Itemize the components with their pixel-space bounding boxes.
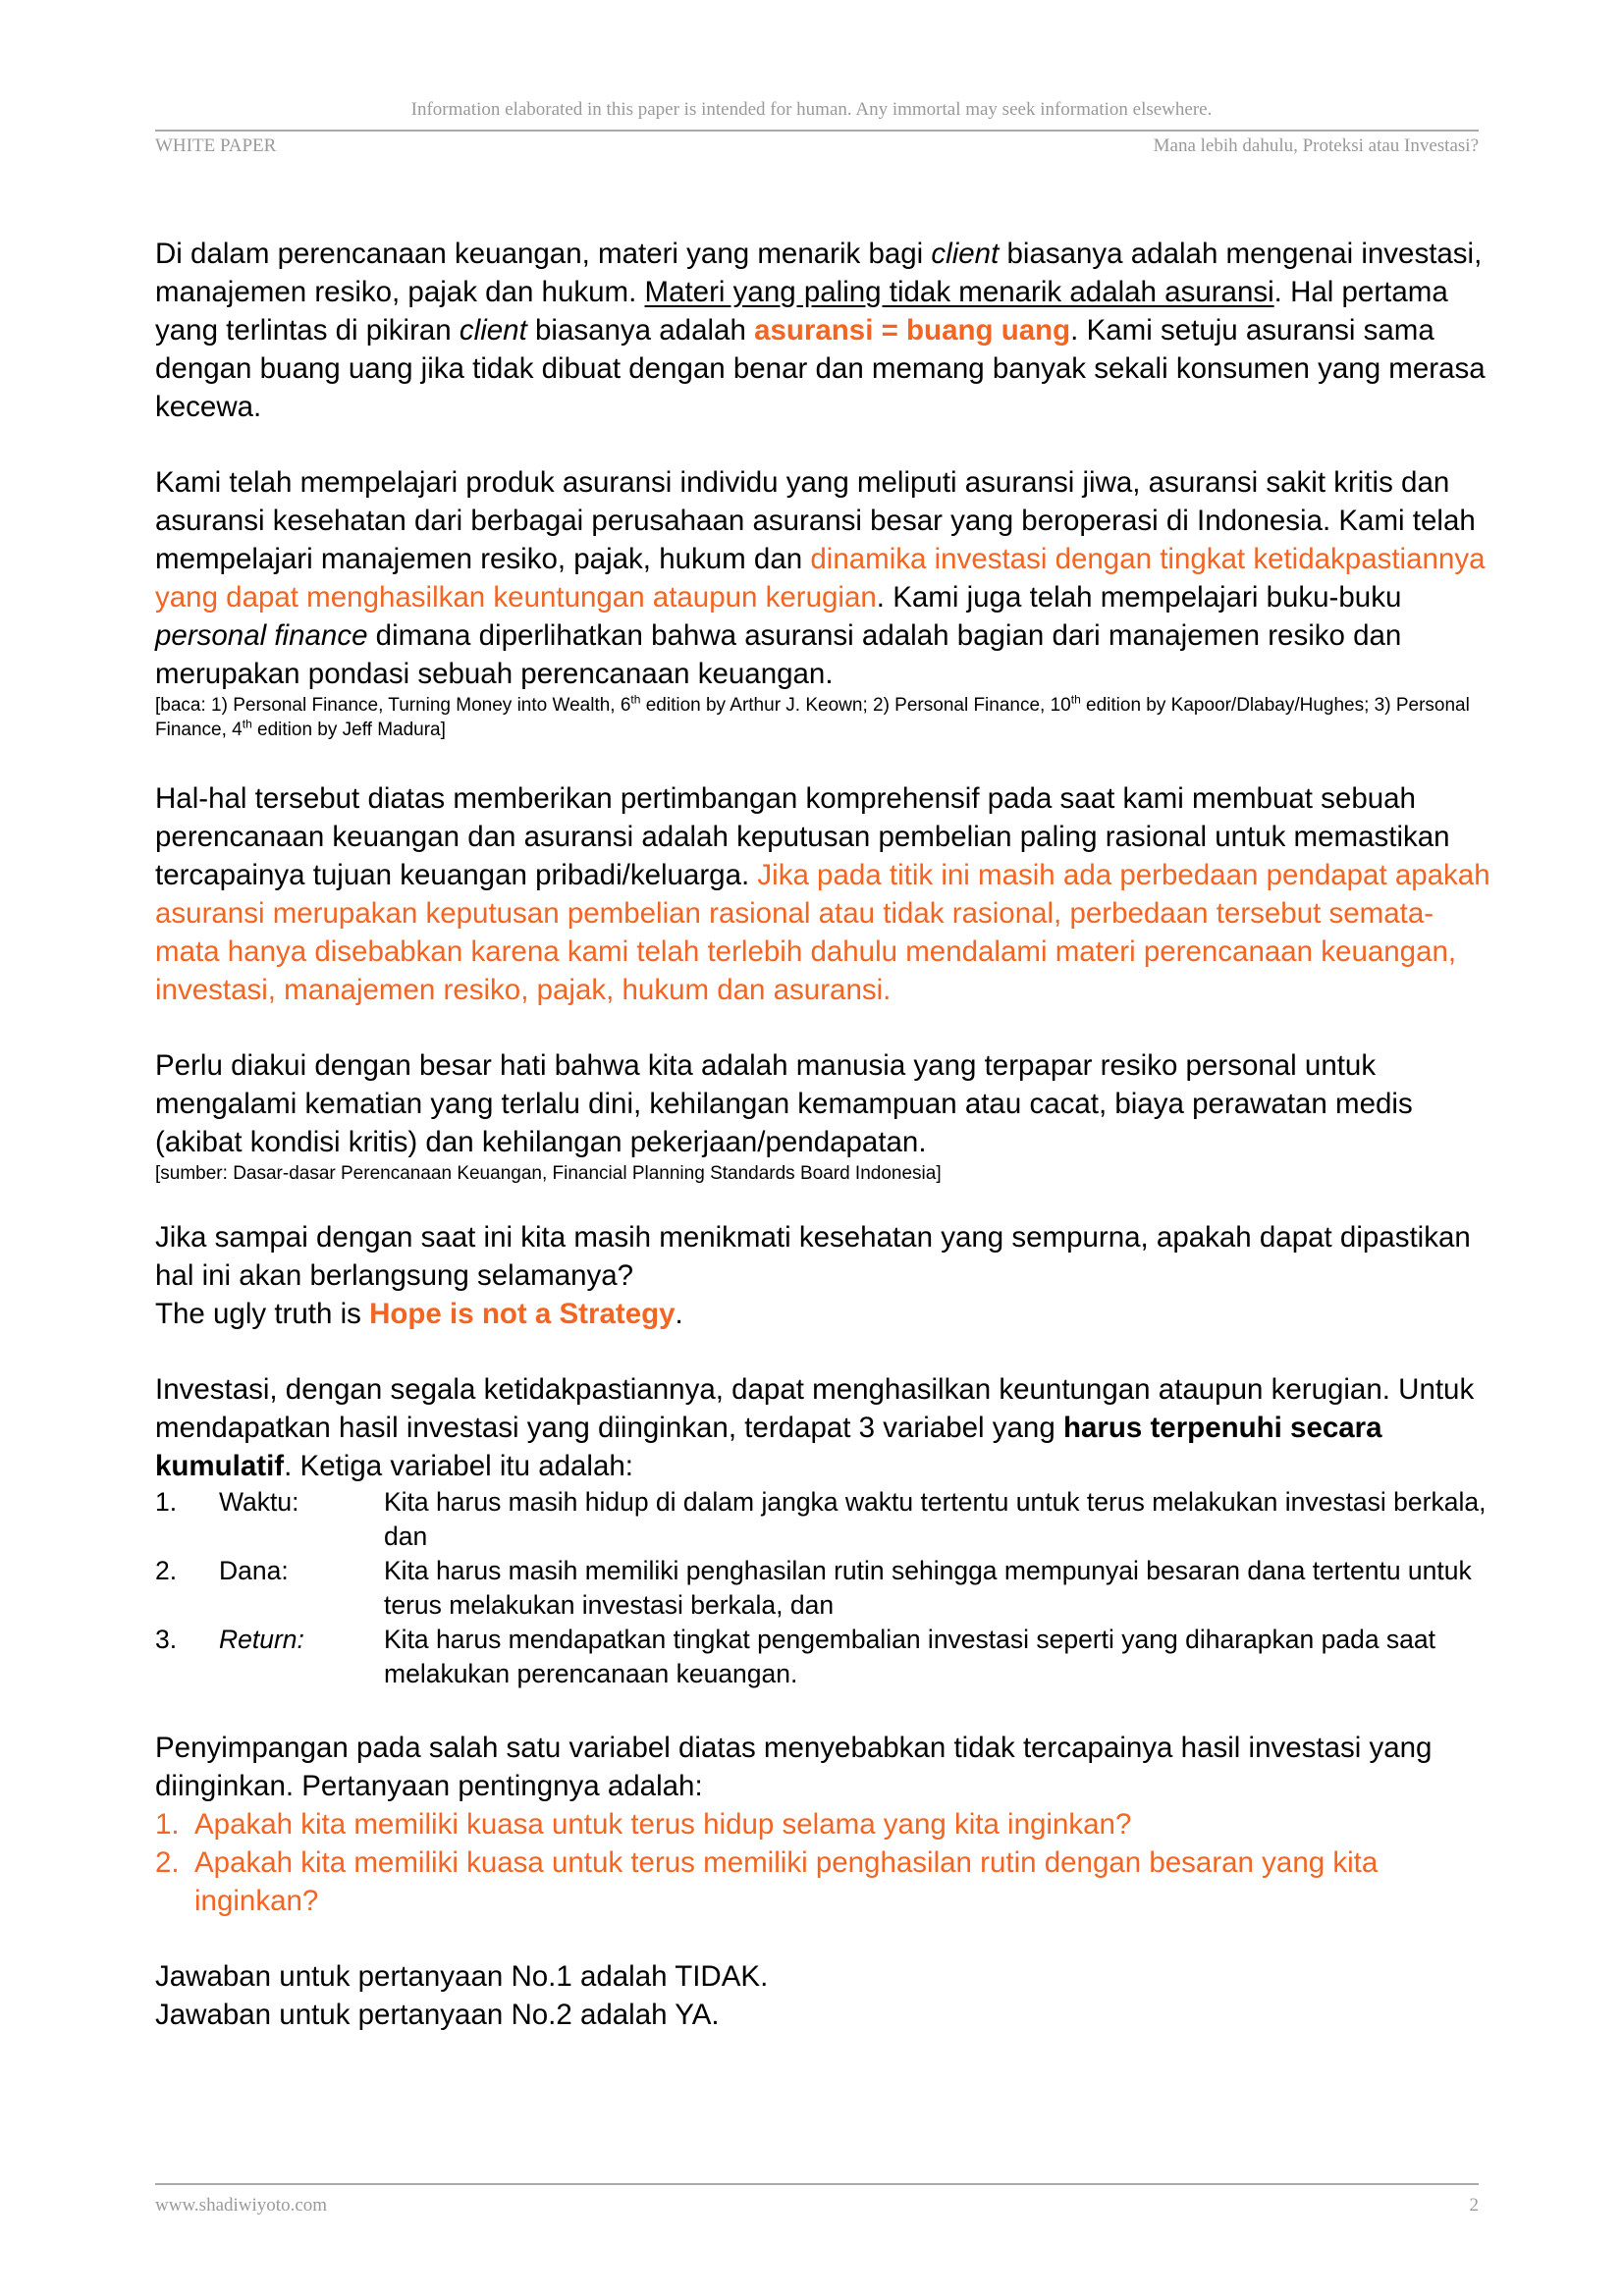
highlight-text: asuransi = buang uang xyxy=(754,314,1071,347)
paragraph-risk xyxy=(155,1046,1490,1161)
list-number: 1. xyxy=(155,1487,178,1517)
header-title: Mana lebih dahulu, Proteksi atau Investasi? xyxy=(1153,135,1479,156)
text-run: . Kami juga telah mempelajari buku-buku xyxy=(876,581,1402,614)
paragraph-study xyxy=(155,463,1490,693)
bold-text: harus terpenuhi secara kumulatif xyxy=(155,1412,1382,1482)
text-run: edition by Arthur J. Keown; 2) Personal Finance, 10 xyxy=(640,695,1071,716)
document-body xyxy=(155,235,1490,2034)
text-run: personal finance xyxy=(155,619,368,652)
question-item xyxy=(155,1805,1490,1843)
footer-website: www.shadiwiyoto.com xyxy=(155,2195,328,2216)
text-run: edition by Jeff Madura] xyxy=(251,720,446,740)
list-description: Kita harus masih memiliki penghasilan rutin sehingga mempunyai besaran dana tertentu untuk terus melakukan investasi berkala, dan xyxy=(384,1556,1472,1620)
text-run: client xyxy=(931,238,1000,270)
list-term: Dana: xyxy=(219,1556,289,1585)
list-item xyxy=(155,1623,1490,1691)
paragraph-consideration xyxy=(155,779,1490,1009)
superscript: th xyxy=(630,692,641,707)
list-term: Waktu: xyxy=(219,1487,299,1517)
spacer xyxy=(155,742,1490,779)
highlight-text: dinamika investasi dengan tingkat ketidakpastiannya yang dapat menghasilkan keuntungan ataupun kerugian xyxy=(155,543,1486,614)
list-item xyxy=(155,1485,1490,1554)
text-run: . Hal pertama yang terlintas di pikiran xyxy=(155,276,1448,347)
highlight-text: Jika pada titik ini masih ada perbedaan pendapat apakah asuransi merupakan keputusan pembelian rasional atau tidak rasional, perbedaan tersebut semata-mata hanya disebabkan karena kami telah terlebih dahulu mendalami materi perencanaan keuangan, investasi, manajemen resiko, pajak, hukum dan asuransi. xyxy=(155,859,1490,1006)
text-run: [baca: 1) Personal Finance, Turning Money into Wealth, 6 xyxy=(155,695,631,716)
text-run: The ugly truth is xyxy=(155,1298,370,1330)
superscript: th xyxy=(242,717,252,731)
text-run: Jika sampai dengan saat ini kita masih menikmati kesehatan yang sempurna, apakah dapat dipastikan hal ini akan berlangsung selamanya? xyxy=(155,1221,1471,1292)
underlined-text: Materi yang paling tidak menarik adalah asuransi xyxy=(644,276,1274,308)
paragraph-intro xyxy=(155,235,1490,426)
header-label: WHITE PAPER xyxy=(155,135,277,156)
superscript: th xyxy=(1070,692,1081,707)
question-text: Apakah kita memiliki kuasa untuk terus memiliki penghasilan rutin dengan besaran yang kita inginkan? xyxy=(194,1846,1379,1917)
list-number: 3. xyxy=(155,1625,178,1654)
list-term: Return: xyxy=(219,1625,304,1654)
footer-rule xyxy=(155,2183,1479,2185)
paragraph-deviation xyxy=(155,1729,1490,1805)
paragraph-investment xyxy=(155,1370,1490,1485)
answer-1: Jawaban untuk pertanyaan No.1 adalah TIDAK. xyxy=(155,1960,769,1993)
text-run: biasanya adalah mengenai investasi, manajemen resiko, pajak dan hukum. xyxy=(155,238,1483,308)
list-item xyxy=(155,1554,1490,1623)
list-description: Kita harus masih hidup di dalam jangka waktu tertentu untuk terus melakukan investasi berkala, dan xyxy=(384,1487,1487,1551)
variables-list xyxy=(155,1485,1490,1691)
text-run: dimana diperlihatkan bahwa asuransi adalah bagian dari manajemen resiko dan merupakan pondasi sebuah perencanaan keuangan. xyxy=(155,619,1402,690)
reference-note xyxy=(155,693,1490,742)
highlight-text: Hope is not a Strategy xyxy=(369,1298,676,1330)
question-item xyxy=(155,1843,1490,1920)
text-run: Perlu diakui dengan besar hati bahwa kita adalah manusia yang terpapar resiko personal untuk mengalami kematian yang terlalu dini, kehilangan kemampuan atau cacat, biaya perawatan medis (akibat kondisi kritis) dan kehilangan pekerjaan/pendapatan. xyxy=(155,1049,1413,1158)
header-rule xyxy=(155,130,1479,132)
paragraph-health xyxy=(155,1218,1490,1333)
text-run: Kami telah mempelajari produk asuransi individu yang meliputi asuransi jiwa, asuransi sakit kritis dan asuransi kesehatan dari berbagai perusahaan asuransi besar yang beroperasi di Indonesia. Kami telah mempelajari manajemen resiko, pajak, hukum dan xyxy=(155,466,1476,575)
text-run: Di dalam perencanaan keuangan, materi yang menarik bagi xyxy=(155,238,932,270)
text-run: . xyxy=(675,1298,683,1330)
header-disclaimer: Information elaborated in this paper is intended for human. Any immortal may seek information elsewhere. xyxy=(410,99,1213,120)
questions-list xyxy=(155,1805,1490,1920)
list-number: 2. xyxy=(155,1556,178,1585)
spacer xyxy=(155,1009,1490,1046)
list-description: Kita harus mendapatkan tingkat pengembalian investasi seperti yang diharapkan pada saat melakukan perencanaan keuangan. xyxy=(384,1625,1436,1688)
text-run: biasanya adalah xyxy=(526,314,755,347)
text-run: . Ketiga variabel itu adalah: xyxy=(284,1450,633,1482)
text-run: client xyxy=(459,314,527,347)
spacer xyxy=(155,426,1490,463)
text-run: Hal-hal tersebut diatas memberikan pertimbangan komprehensif pada saat kami membuat sebuah perencanaan keuangan dan asuransi adalah keputusan pembelian paling rasional untuk memastikan tercapainya tujuan keuangan pribadi/keluarga. xyxy=(155,782,1450,891)
spacer xyxy=(155,1691,1490,1729)
answer-2: Jawaban untuk pertanyaan No.2 adalah YA. xyxy=(155,1999,720,2031)
text-run: edition by Kapoor/Dlabay/Hughes; 3) Personal Finance, 4 xyxy=(155,695,1470,740)
spacer xyxy=(155,1920,1490,1957)
source-note: [sumber: Dasar-dasar Perencanaan Keuangan, Financial Planning Standards Board Indonesia] xyxy=(155,1163,942,1184)
text-run: . Kami setuju asuransi sama dengan buang uang jika tidak dibuat dengan benar dan memang banyak sekali konsumen yang merasa kecewa. xyxy=(155,314,1486,423)
text-run: Investasi, dengan segala ketidakpastiannya, dapat menghasilkan keuntungan ataupun kerugian. Untuk mendapatkan hasil investasi yang diinginkan, terdapat 3 variabel yang xyxy=(155,1373,1475,1444)
spacer xyxy=(155,1186,1490,1218)
list-number: 1. xyxy=(155,1808,180,1841)
list-number: 2. xyxy=(155,1846,180,1879)
question-text: Apakah kita memiliki kuasa untuk terus hidup selama yang kita inginkan? xyxy=(194,1808,1132,1841)
spacer xyxy=(155,1333,1490,1370)
text-run: Penyimpangan pada salah satu variabel diatas menyebabkan tidak tercapainya hasil investasi yang diinginkan. Pertanyaan pentingnya adalah: xyxy=(155,1732,1433,1802)
page-number: 2 xyxy=(1469,2195,1479,2216)
